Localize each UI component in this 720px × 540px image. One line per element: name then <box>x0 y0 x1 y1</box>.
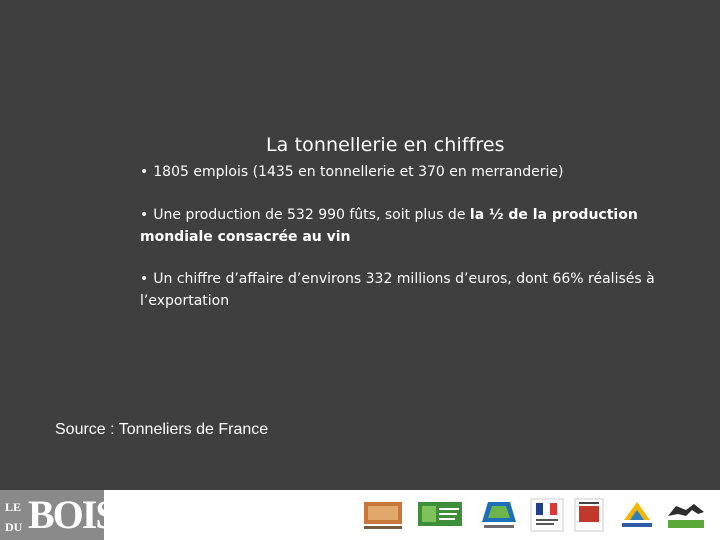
source-note: Source : Tonneliers de France <box>55 421 269 438</box>
orne-logo <box>664 498 708 532</box>
bullet-text: Une production de 532 990 fûts, soit plus de <box>153 207 470 223</box>
bullet-text-bold: la ½ de la production mondiale consacrée au vin <box>140 207 638 245</box>
brand-le: LE <box>5 500 22 514</box>
bullet-icon: • <box>140 271 149 287</box>
bullet-text: 1805 emplois (1435 en tonnellerie et 370 en merranderie) <box>153 164 564 180</box>
la-manche-logo <box>616 498 658 532</box>
regional-green-logo <box>416 498 464 532</box>
footer-logo-bar <box>0 490 720 540</box>
tonnellerie-partner-logo <box>360 498 406 532</box>
slide-title: La tonnellerie en chiffres <box>266 134 505 156</box>
republique-francaise-logo <box>530 498 564 532</box>
regional-council-logo <box>574 498 604 532</box>
bullet-icon: • <box>140 207 149 223</box>
bullet-item-production <box>140 204 660 248</box>
basse-normandie-logo <box>478 498 520 532</box>
bullet-text: Un chiffre d’affaire d’environs 332 millions d’euros, dont 66% réalisés à l’exportation <box>140 271 655 309</box>
bullet-icon: • <box>140 164 149 180</box>
bullet-item-employment <box>140 161 660 183</box>
le-mois-du-bois-logo <box>0 490 116 540</box>
bullet-item-revenue <box>140 268 660 312</box>
brand-bois: BOIS <box>28 492 116 537</box>
brand-du: DU <box>5 520 23 534</box>
